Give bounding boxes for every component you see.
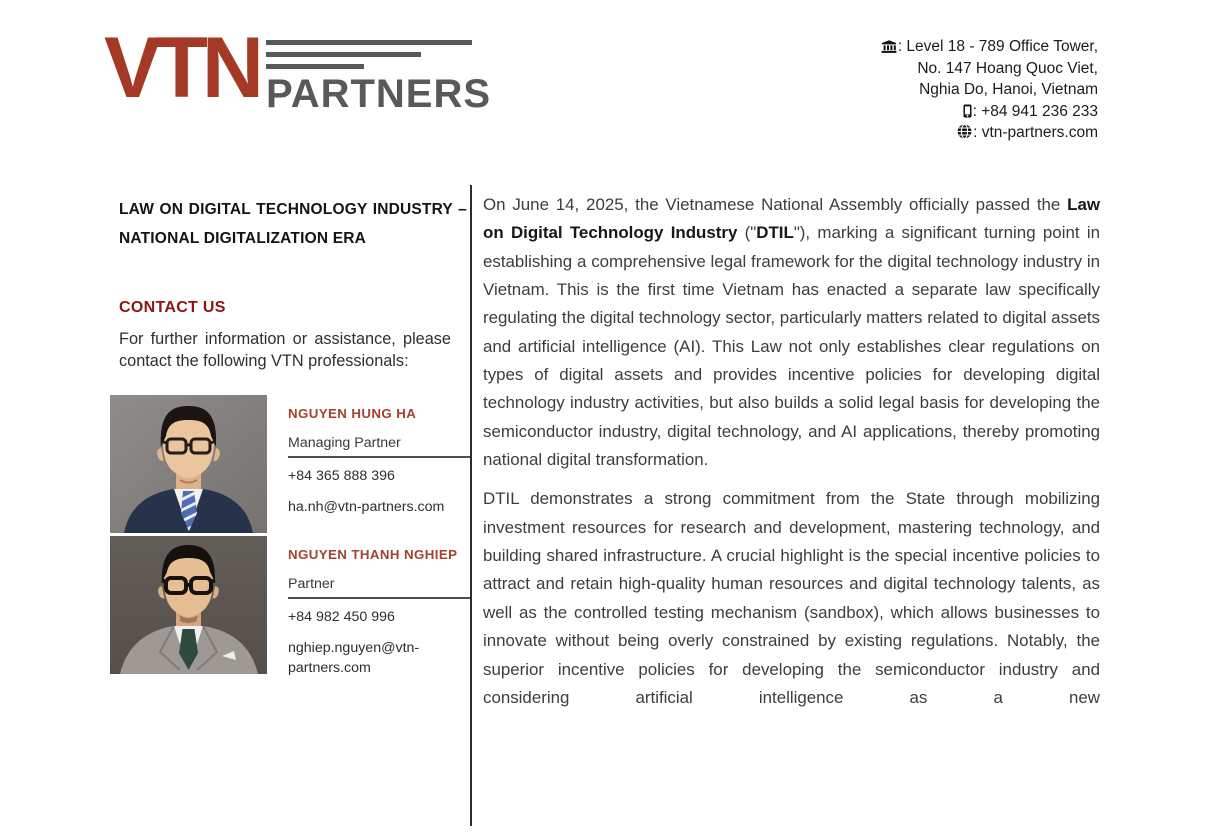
vtn-partners-logo	[104, 20, 492, 116]
contact-divider-rule	[288, 456, 470, 458]
article-paragraph-1: On June 14, 2025, the Vietnamese National Assembly officially passed the Law on Digital Technology Industry ("DTIL"), marking a significant turning point in establishing a comprehensive legal framework for the digital technology industry in Vietnam. This is the first time Vietnam has enacted a separate law specifically regulating the digital technology sector, particularly matters related to digital assets and artificial intelligence (AI). This Law not only establishes clear regulations on types of digital assets and provides incentive policies for developing digital technology industry activities, but also builds a solid legal basis for developing the semiconductor industry, digital technology, and AI applications, thereby promoting national digital transformation.	[483, 195, 1100, 470]
firm-website-text: : vtn-partners.com	[973, 124, 1098, 141]
column-divider	[470, 185, 472, 826]
article-body-column	[483, 191, 1100, 723]
globe-icon	[957, 124, 972, 139]
logo-bar-middle	[266, 52, 421, 57]
contact-divider-rule	[288, 597, 470, 599]
contact-info-nguyen-thanh-nghiep	[288, 536, 470, 678]
contact-phone: +84 982 450 996	[288, 609, 395, 626]
contact-phone: +84 365 888 396	[288, 468, 395, 485]
contact-intro: For further information or assistance, please contact the following VTN professionals:	[119, 330, 451, 370]
logo-text-partners: PARTNERS	[266, 72, 492, 116]
address-line-1-text: : Level 18 - 789 Office Tower,	[897, 38, 1098, 55]
contact-email: ha.nh@vtn-partners.com	[288, 499, 445, 516]
firm-website-line	[881, 122, 1098, 144]
contact-us-heading: CONTACT US	[119, 299, 226, 317]
firm-phone-text: : +84 941 236 233	[972, 102, 1098, 120]
contacts-list	[110, 395, 467, 678]
logo-bars	[266, 40, 491, 69]
phone-icon	[963, 104, 972, 118]
contact-job-title: Managing Partner	[288, 435, 401, 452]
logo-right-block	[266, 34, 492, 116]
firm-contact-block	[881, 36, 1098, 144]
logo-bar-bottom	[266, 64, 364, 69]
contact-info-nguyen-hung-ha	[288, 395, 470, 533]
firm-phone-line	[881, 101, 1098, 123]
article-title: LAW ON DIGITAL TECHNOLOGY INDUSTRY – NATIONAL DIGITALIZATION ERA	[119, 201, 467, 247]
left-column	[119, 196, 467, 681]
contact-name: NGUYEN HUNG HA	[288, 406, 417, 422]
contact-card-nguyen-hung-ha	[110, 395, 467, 533]
contact-name: NGUYEN THANH NGHIEP	[288, 547, 458, 563]
firm-address-line-1	[881, 36, 1098, 58]
contact-job-title: Partner	[288, 576, 335, 593]
logo-text-vtn: VTN	[104, 20, 258, 116]
portrait-photo-nguyen-hung-ha	[110, 395, 267, 533]
firm-address-line-2: No. 147 Hoang Quoc Viet,	[917, 59, 1098, 77]
contact-card-nguyen-thanh-nghiep	[110, 536, 467, 678]
building-icon	[881, 40, 897, 53]
contact-email: nghiep.nguyen@vtn-partners.com	[288, 640, 420, 677]
logo-bar-top	[266, 40, 472, 45]
article-paragraph-2: DTIL demonstrates a strong commitment from the State through mobilizing investment resources for research and development, mastering technology, and building shared infrastructure. A crucial highlight is the special incentive policies to attract and retain high-quality human resources and digital technology talents, as well as the controlled testing mechanism (sandbox), which allows businesses to innovate without being overly constrained by existing regulations. Notably, the superior incentive policies for developing the semiconductor industry and considering artificial intelligence as a new	[483, 489, 1100, 707]
portrait-photo-nguyen-thanh-nghiep	[110, 536, 267, 674]
firm-address-line-3: Nghia Do, Hanoi, Vietnam	[919, 81, 1098, 98]
